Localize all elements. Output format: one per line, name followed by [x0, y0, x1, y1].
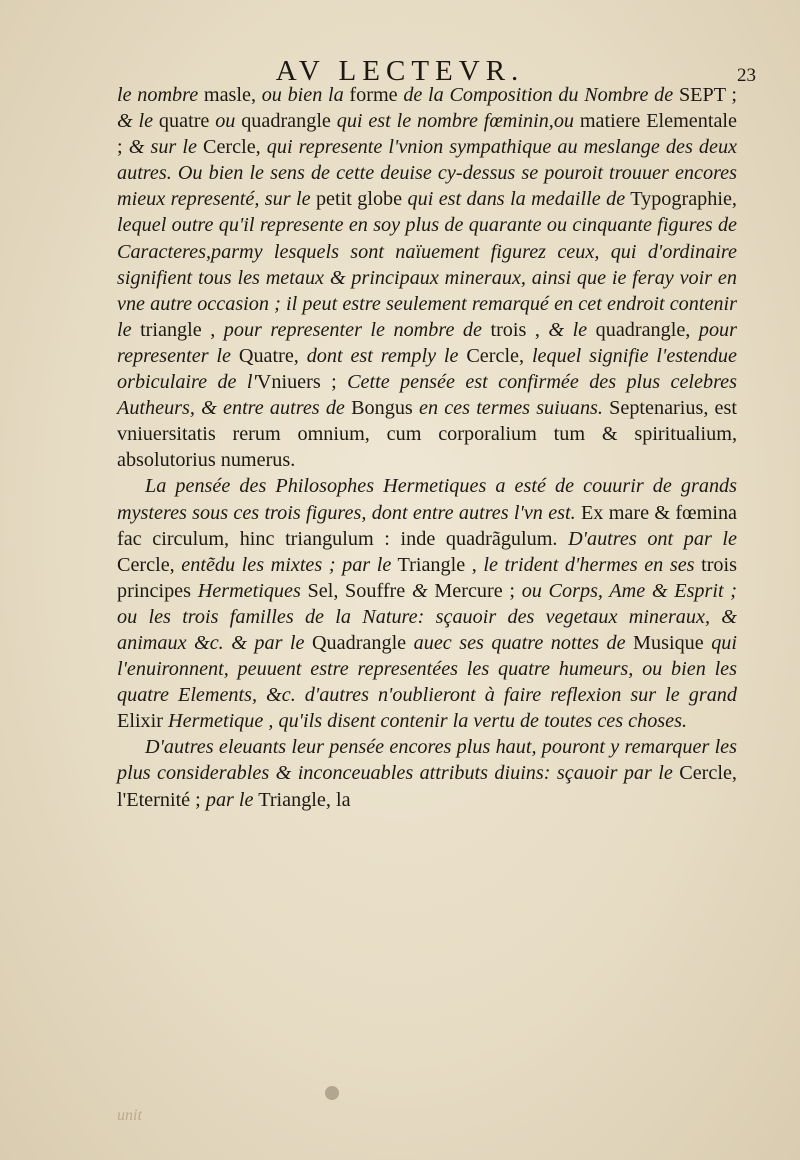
text-run: & le	[117, 110, 154, 133]
text-run: petit globe	[310, 188, 408, 211]
text-run: D'autres eleuants leur pensée encores plus haut, pouront y remarquer les plus considerables & inconceuables attributs diuins: sçauoir par le	[117, 736, 737, 785]
text-run: Sel, Souffre	[300, 579, 412, 602]
text-run: masle,	[198, 84, 262, 106]
text-run: dont est remply le	[306, 344, 459, 367]
text-run: Mercure ;	[427, 579, 522, 602]
text-run: &	[411, 579, 428, 602]
text-run: Typographie,	[625, 188, 737, 211]
text-run: par le	[205, 788, 254, 811]
text-run: Elixir	[117, 710, 169, 733]
text-run: Bongus	[344, 397, 419, 420]
text-run: trois principes	[117, 553, 737, 602]
text-run: quadrangle	[235, 110, 337, 133]
text-run: Quatre,	[231, 344, 307, 367]
ink-blot-ornament	[325, 1086, 339, 1100]
text-run: en ces termes suiuans.	[418, 397, 603, 420]
paragraph-1	[117, 82, 737, 473]
text-run: pour representer le	[117, 318, 737, 367]
text-run: pour representer le nombre de	[223, 318, 482, 341]
text-run: & sur le	[128, 136, 197, 159]
catchword: unit	[117, 1107, 142, 1124]
text-run: forme	[343, 84, 404, 106]
text-run: Vniuers ;	[256, 371, 348, 394]
text-run: Triangle ,	[391, 553, 484, 576]
text-run: trois ,	[481, 318, 549, 341]
text-run: entẽdu les mixtes ; par le	[181, 553, 392, 576]
text-run: qui represente l'vnion sympathique au meslange des deux autres. Ou bien le sens de cette deuise cy-dessus se pouroit trouuer encores mieux representé, sur le	[117, 136, 738, 211]
text-run: Cercle,	[117, 553, 182, 576]
text-run: ou	[215, 110, 236, 133]
text-run: Quadrangle	[304, 631, 414, 654]
text-run: Triangle, la	[253, 788, 351, 811]
text-run: quatre	[153, 110, 216, 133]
text-run: qui est dans la medaille de	[407, 188, 626, 211]
text-run: lequel signifie l'estendue orbiculaire de l'	[117, 344, 737, 394]
text-run: ou bien la	[261, 84, 344, 106]
page-number: 23	[737, 65, 756, 86]
text-run: Septenarius, est vniuersitatis rerum omnium, cum corporalium tum & spiritualium, absolutorius numerus.	[117, 397, 737, 472]
text-run: auec ses quatre nottes de	[413, 631, 626, 654]
text-run: le trident d'hermes en ses	[483, 553, 695, 576]
text-run: Cercle,	[196, 136, 267, 159]
text-run: Cette pensée est confirmée des plus celebres Autheurs, & entre autres de	[117, 371, 737, 420]
text-run: qui l'enuironnent, peuuent estre representées les quatre humeurs, ou bien les quatre Elements, &c. d'autres n'oublieront à faire reflexion sur le grand	[117, 631, 737, 707]
text-run: quadrangle,	[587, 318, 699, 341]
text-run: D'autres ont par le	[568, 527, 737, 550]
running-title: AV LECTEVR.	[275, 55, 525, 87]
text-run: de la Composition du Nombre de	[403, 84, 674, 106]
paragraph-3	[117, 734, 737, 812]
text-run: qui est le nombre fœminin,ou	[336, 110, 575, 133]
text-run: SEPT ;	[673, 84, 737, 106]
text-run: Hermetiques	[197, 579, 301, 602]
text-run: Musique	[625, 631, 712, 654]
text-run: Cercle, l'Eternité ;	[117, 762, 737, 811]
text-run: matiere Elementale ;	[117, 110, 737, 159]
text-run: & le	[548, 318, 588, 341]
paragraph-2	[117, 473, 737, 734]
text-run: La pensée des Philosophes Hermetiques a esté de couurir de grands mysteres sous ces trois figures, dont entre autres l'vn est.	[117, 475, 737, 524]
text-run: ou Corps, Ame & Esprit ; ou les trois familles de la Nature: sçauoir des vegetaux mineraux, & animaux &c. & par le	[117, 579, 738, 654]
text-run: Cercle,	[458, 344, 532, 367]
text-run: Ex mare & fœmina fac circulum, hinc triangulum : inde quadrãgulum.	[117, 501, 737, 550]
text-run: Hermetique , qu'ils disent contenir la vertu de toutes ces choses.	[168, 710, 688, 733]
text-run: lequel outre qu'il represente en soy plus de quarante ou cinquante figures de Caracteres,parmy lesquels sont naïuement figurez ceux, qui d'ordinaire signifient tous les metaux & principaux mineraux, ainsi que ie feray voir en vne autre occasion ; il peut estre seulement remarqué en cet endroit contenir le	[117, 214, 737, 341]
text-run: triangle ,	[131, 318, 224, 341]
text-run: le nombre	[117, 84, 199, 106]
body-text	[117, 82, 737, 813]
